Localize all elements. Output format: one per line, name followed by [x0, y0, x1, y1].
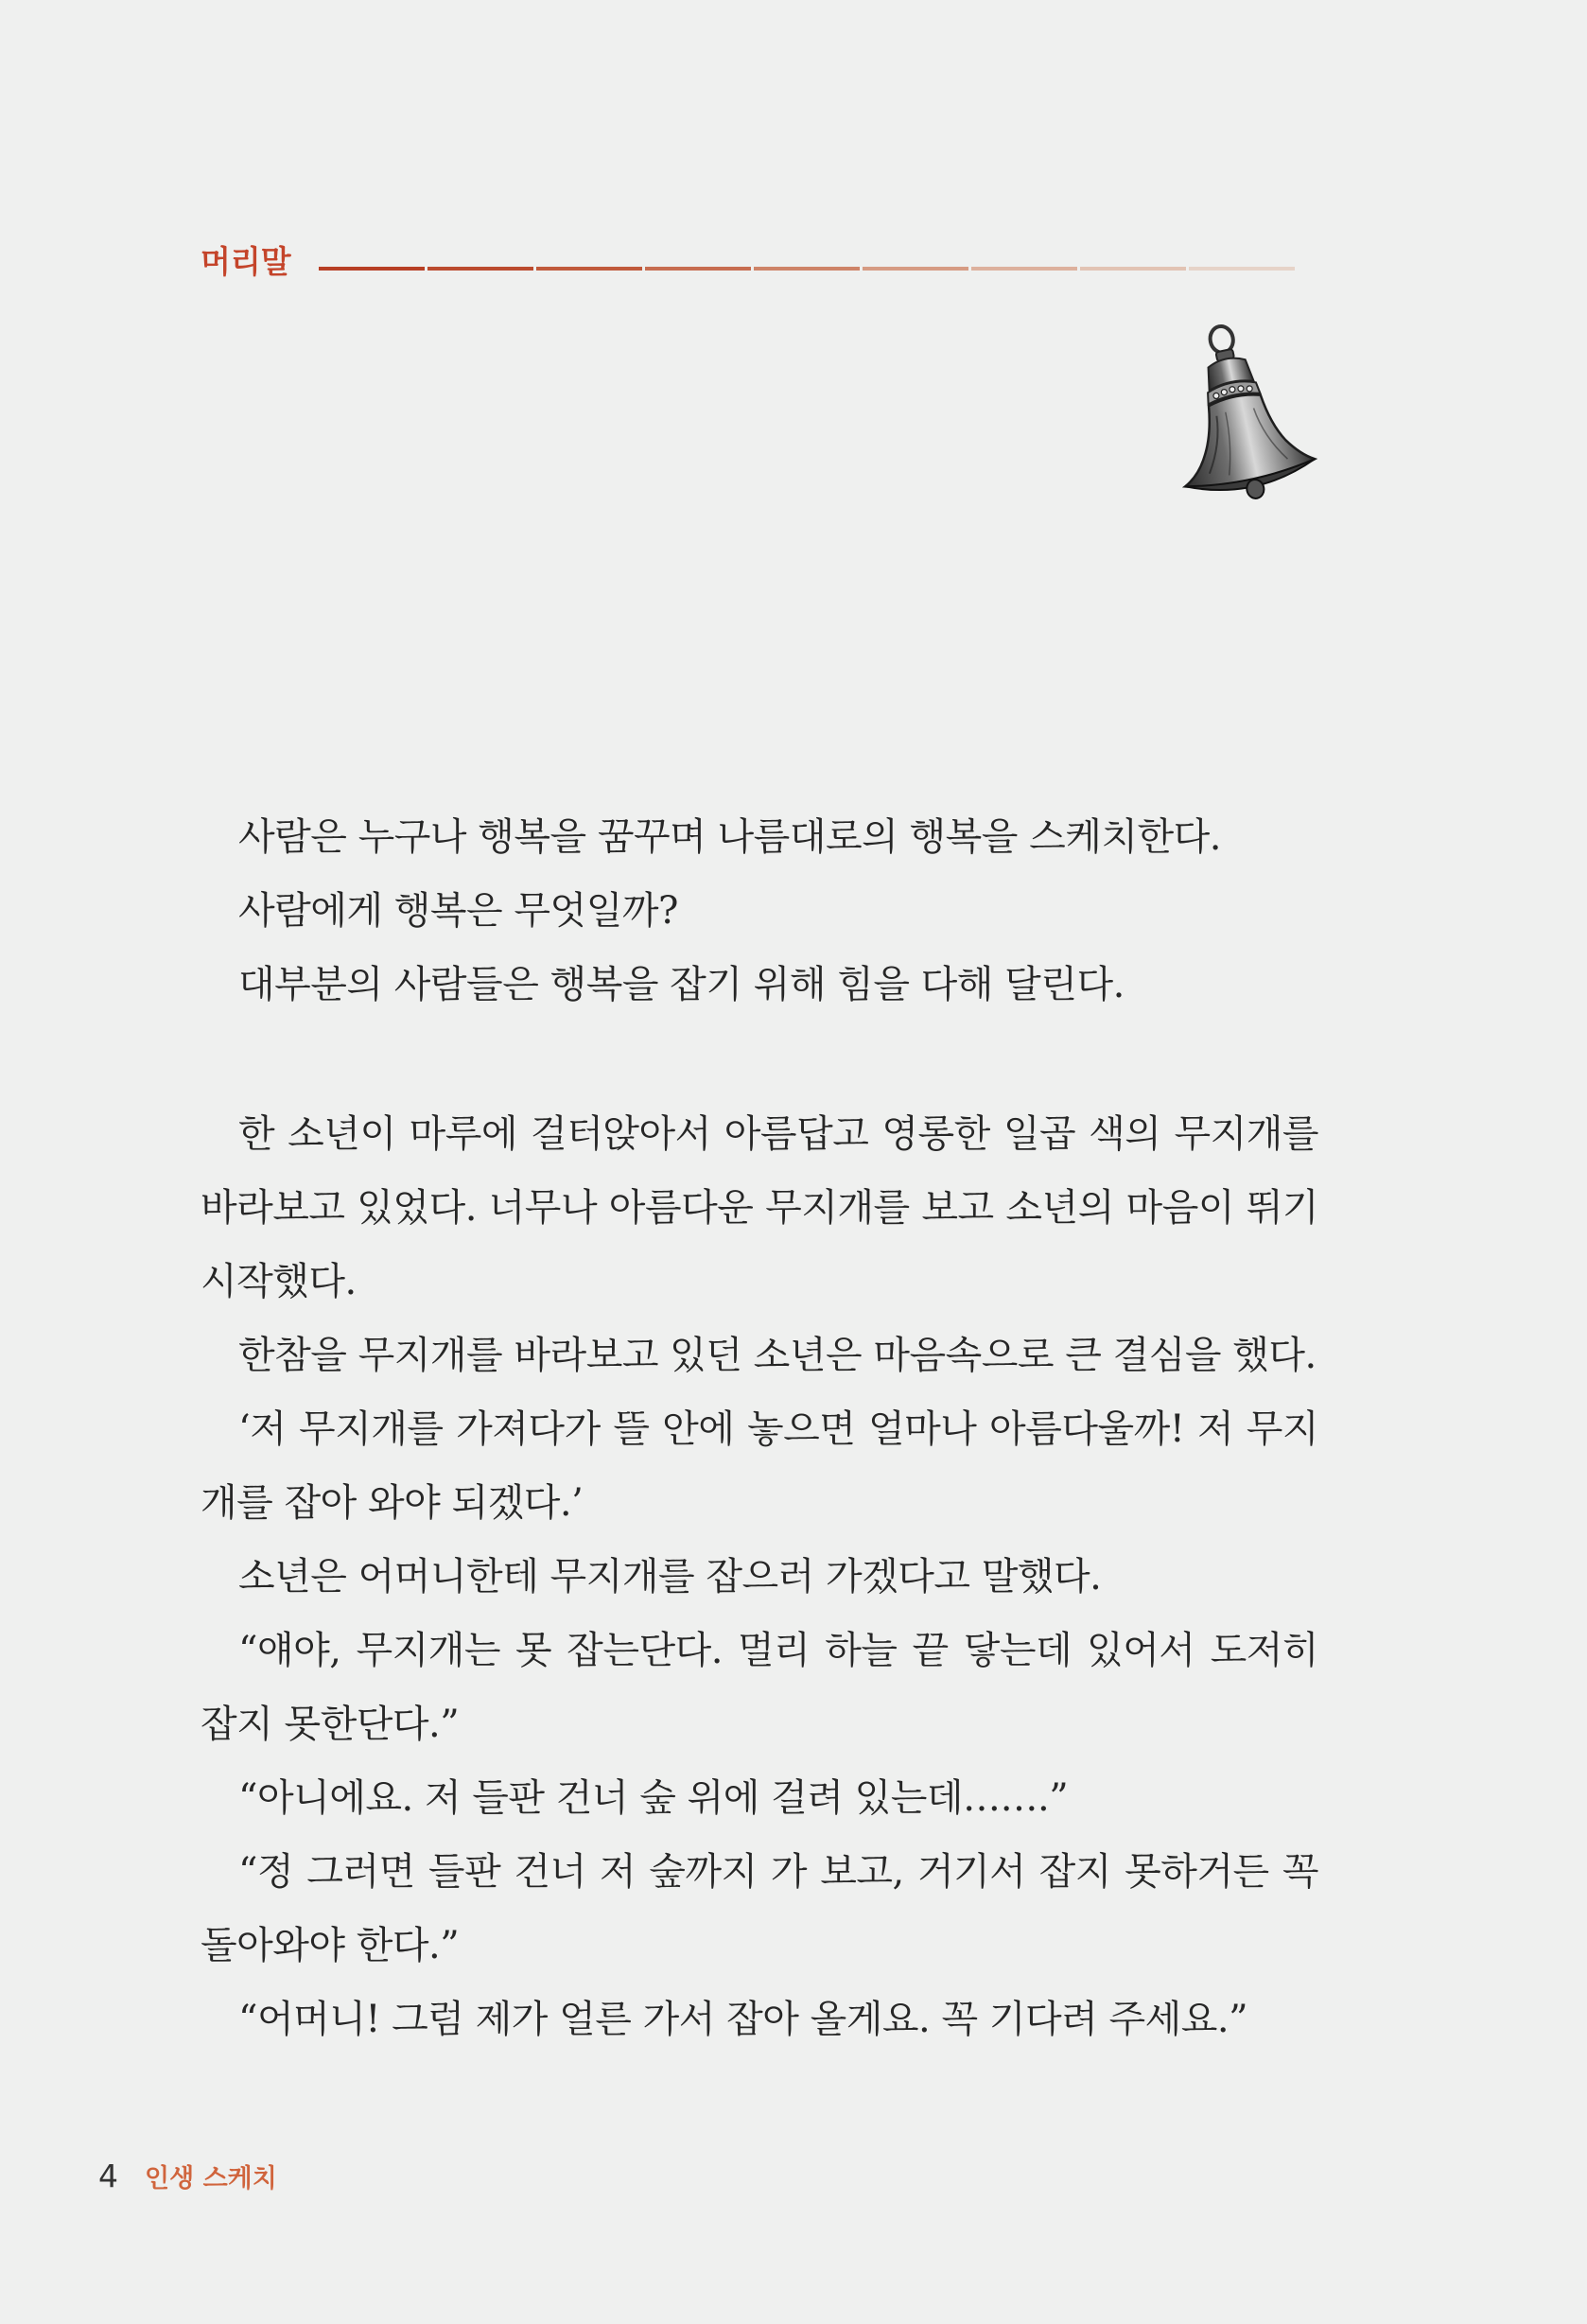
rule-segment	[645, 267, 751, 271]
rule-segment	[971, 267, 1077, 271]
section-header	[201, 238, 1298, 295]
paragraph: “아니에요. 저 들판 건너 숲 위에 걸려 있는데…….”	[238, 1776, 1069, 1820]
section-title: 머리말	[201, 243, 291, 280]
rule-segment	[1189, 267, 1295, 271]
paragraph: 한 소년이 마루에 걸터앉아서 아름답고 영롱한 일곱 색의 무지개를 바라보고 있었다. 너무나 아름다운 무지개를 보고 소년의 마음이 뛰기 시작했다.	[201, 1112, 1318, 1303]
rule-segment	[754, 267, 860, 271]
rule-segment	[319, 267, 425, 271]
paragraph: “어머니! 그럼 제가 얼른 가서 잡아 올게요. 꼭 기다려 주세요.”	[238, 1998, 1248, 2041]
rule-segment	[427, 267, 533, 271]
paragraph: “정 그러면 들판 건너 저 숲까지 가 보고, 거기서 잡지 못하거든 꼭 돌아와야 한다.”	[201, 1850, 1318, 1967]
page-footer	[98, 2153, 277, 2198]
paragraph: “얘야, 무지개는 못 잡는단다. 멀리 하늘 끝 닿는데 있어서 도저히 잡지 못한단다.”	[201, 1629, 1318, 1746]
running-title: 인생 스케치	[145, 2163, 277, 2193]
page-number: 4	[98, 2157, 118, 2194]
paragraph: 소년은 어머니한테 무지개를 잡으러 가겠다고 말했다.	[238, 1555, 1102, 1599]
paragraph: 사람에게 행복은 무엇일까?	[238, 889, 678, 933]
intro-paragraphs	[201, 800, 1318, 1022]
paragraph: ‘저 무지개를 가져다가 뜰 안에 놓으면 얼마나 아름다울까! 저 무지개를 잡아 와야 되겠다.’	[201, 1407, 1318, 1525]
bell-icon	[1161, 317, 1317, 506]
paragraph: 사람은 누구나 행복을 꿈꾸며 나름대로의 행복을 스케치한다.	[238, 815, 1222, 859]
rule-segment	[1080, 267, 1186, 271]
rule-segment	[863, 267, 968, 271]
paragraph: 한참을 무지개를 바라보고 있던 소년은 마음속으로 큰 결심을 했다.	[238, 1334, 1317, 1377]
section-divider	[319, 267, 1295, 271]
story-paragraphs	[201, 1097, 1318, 2056]
paragraph: 대부분의 사람들은 행복을 잡기 위해 힘을 다해 달린다.	[238, 963, 1125, 1006]
rule-segment	[536, 267, 642, 271]
